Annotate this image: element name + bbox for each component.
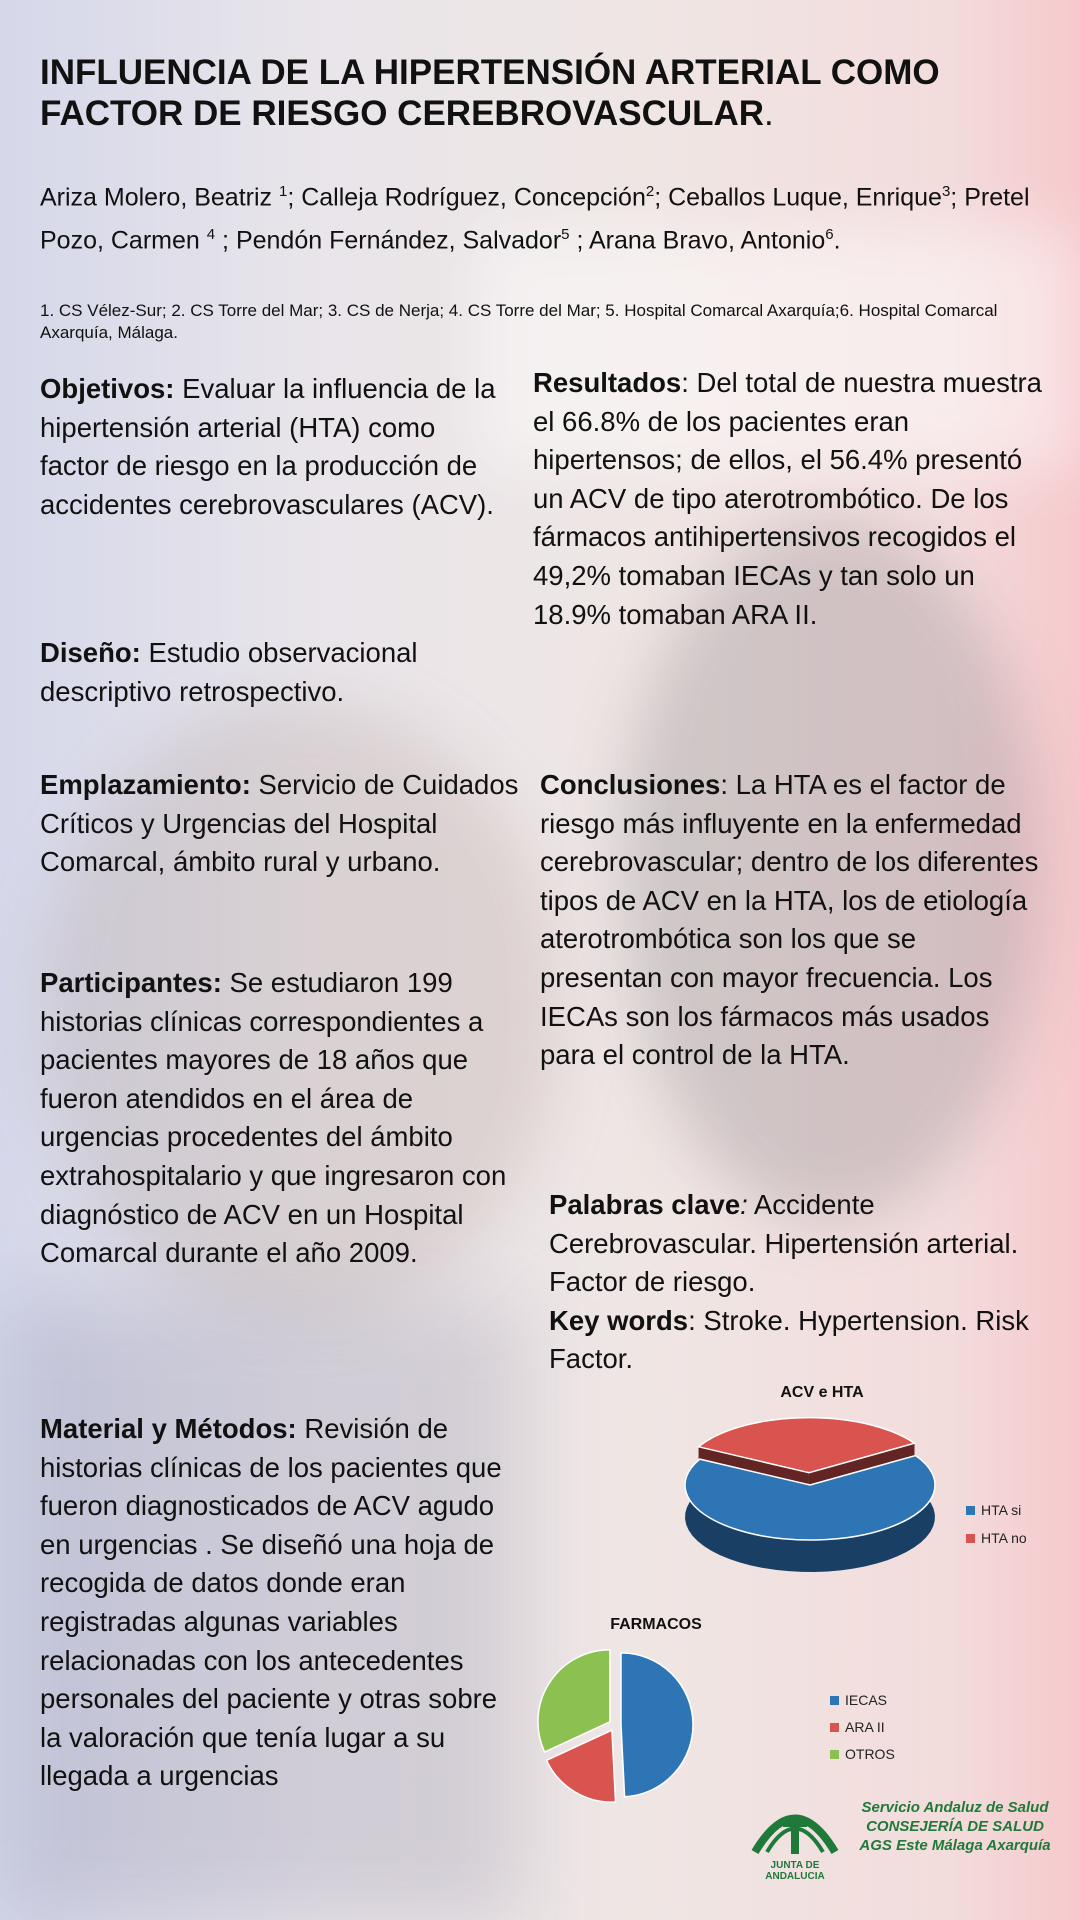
chart-farmacos: [530, 1605, 1030, 1805]
section-colon: :: [740, 1189, 748, 1220]
title-line-1: INFLUENCIA DE LA HIPERTENSIÓN ARTERIAL COMO: [40, 53, 940, 92]
author-affil-mark: 2: [645, 183, 655, 200]
legend-swatch: [966, 1534, 975, 1543]
legend-label: HTA si: [981, 1502, 1022, 1518]
author: Pendón Fernández, Salvador: [235, 226, 562, 255]
section-participantes: [40, 964, 520, 1273]
section-text: Accidente Cerebrovascular. Hipertensión arterial. Factor de riesgo.: [549, 1189, 1019, 1298]
section-label: Resultados: [533, 367, 682, 398]
author-affil-mark: 3: [941, 183, 951, 200]
author-separator: ;: [569, 226, 589, 255]
author-separator: ;: [287, 183, 302, 212]
junta-text: JUNTA DE ANDALUCIA: [765, 1860, 825, 1882]
legend-swatch: [966, 1506, 975, 1515]
author: Pretel Pozo, Carmen: [40, 183, 1030, 255]
section-conclusiones: [540, 766, 1045, 1075]
author-affil-mark: 5: [561, 226, 570, 244]
author-separator: ;: [950, 183, 965, 212]
author: Ceballos Luque, Enrique: [668, 183, 942, 212]
section-text: Se estudiaron 199 historias clínicas correspondientes a pacientes mayores de 18 años que fueron atendidos en el área de urgencias procedentes del ámbito extrahospitalario y que ingresaron con diagnóstico de ACV en un Hospital Comarcal durante el año 2009.: [40, 967, 507, 1269]
legend-label: OTROS: [845, 1746, 895, 1762]
section-label: Palabras clave: [549, 1189, 741, 1220]
section-label: Emplazamiento:: [40, 769, 251, 800]
section-label: Participantes:: [40, 967, 222, 998]
sas-logo: [745, 1790, 1065, 1880]
title-period: .: [764, 94, 774, 133]
section-palabras-clave: [549, 1186, 1049, 1379]
section-emplazamiento: [40, 766, 530, 882]
affiliations: 1. CS Vélez-Sur; 2. CS Torre del Mar; 3. CS de Nerja; 4. CS Torre del Mar; 5. Hospital Comarcal Axarquía;6. Hospital Comarcal Axarquía, Málaga.: [40, 301, 998, 342]
legend-label: IECAS: [845, 1692, 888, 1708]
section-label: Objetivos:: [40, 373, 175, 404]
section-text: Estudio observacional descriptivo retrospectivo.: [40, 637, 418, 707]
chart-acv-hta: [600, 1375, 1060, 1605]
author-list: [40, 173, 1040, 260]
chart-title: ACV e HTA: [780, 1384, 864, 1401]
pie-slice: [621, 1653, 693, 1797]
author: Arana Bravo, Antonio: [588, 226, 826, 255]
section-text: Revisión de historias clínicas de los pacientes que fueron diagnosticados de ACV agudo en urgencias . Se diseñó una hoja de recogida de datos donde eran registradas algunas variables relacionadas con los antecedentes personales del paciente y otras sobre la valoración que tenía lugar a su llegada a urgencias: [40, 1413, 502, 1792]
author-affil-mark: 6: [825, 226, 834, 244]
section-label: Diseño:: [40, 637, 141, 668]
section-text: : Stroke. Hypertension. Risk Factor.: [549, 1304, 1029, 1375]
logo-line: Servicio Andaluz de Salud: [861, 1799, 1049, 1816]
chart-title: FARMACOS: [610, 1616, 702, 1633]
legend-label: ARA II: [845, 1719, 885, 1735]
logo-line: AGS Este Málaga Axarquía: [859, 1837, 1051, 1854]
author-separator: ;: [654, 183, 669, 212]
section-text: Servicio de Cuidados Críticos y Urgencias del Hospital Comarcal, ámbito rural y urbano.: [40, 769, 519, 878]
legend-label: HTA no: [981, 1530, 1027, 1546]
legend-swatch: [830, 1750, 839, 1759]
legend-swatch: [830, 1723, 839, 1732]
poster-title: [40, 52, 1040, 134]
author-separator: .: [833, 226, 841, 255]
author-separator: ;: [215, 226, 236, 255]
section-material-metodos: [40, 1410, 515, 1796]
title-line-2: FACTOR DE RIESGO CEREBROVASCULAR: [40, 94, 765, 133]
section-text: : La HTA es el factor de riesgo más influyente en la enfermedad cerebrovascular; dentro de los diferentes tipos de ACV en la HTA, los de etiología aterotrombótica son los que se presentan con mayor frecuencia. Los IECAs son los fármacos más usados para el control de la HTA.: [540, 769, 1039, 1071]
author: Calleja Rodríguez, Concepción: [301, 183, 646, 212]
section-objetivos: [40, 370, 510, 524]
section-resultados: [533, 364, 1043, 634]
logo-line: CONSEJERÍA DE SALUD: [866, 1818, 1044, 1835]
section-text: : Del total de nuestra muestra el 66.8% de los pacientes eran hipertensos; de ellos, el 56.4% presentó un ACV de tipo aterotrombótico. De los fármacos antihipertensivos recogidos el 49,2% tomaban IECAs y tan solo un 18.9% tomaban ARA II.: [533, 367, 1042, 630]
author: Ariza Molero, Beatriz: [40, 183, 279, 212]
author-affil-mark: 4: [206, 226, 216, 244]
legend-swatch: [830, 1696, 839, 1705]
section-diseno: [40, 634, 510, 711]
section-label: Key words: [549, 1304, 689, 1336]
logo-text: [845, 1798, 1065, 1855]
section-label: Conclusiones: [540, 769, 721, 800]
author-affil-mark: 1: [278, 183, 288, 200]
section-text: Evaluar la influencia de la hipertensión arterial (HTA) como factor de riesgo en la producción de accidentes cerebrovasculares (ACV).: [40, 373, 496, 520]
section-label: Material y Métodos:: [40, 1413, 297, 1444]
